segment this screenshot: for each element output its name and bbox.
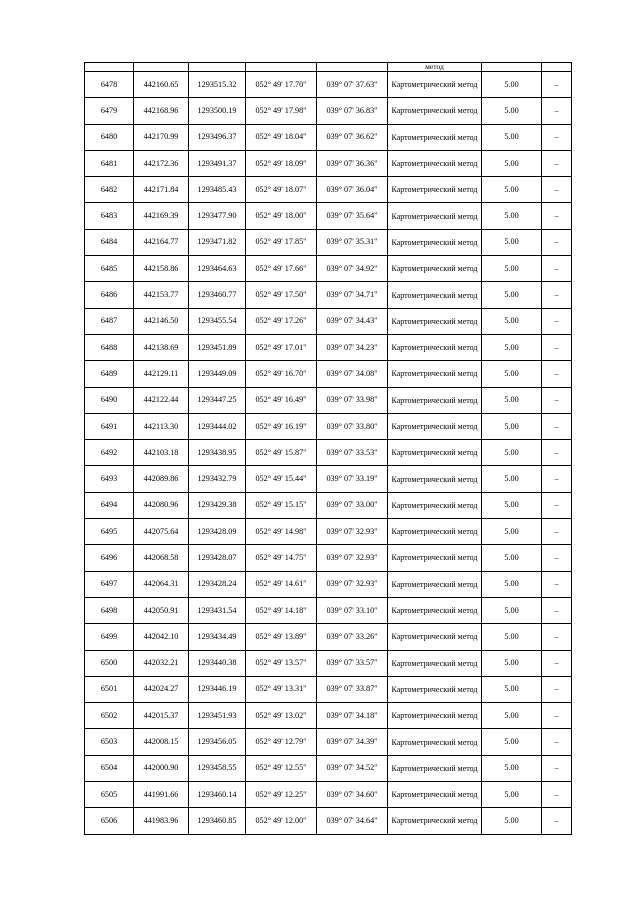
table-row (85, 597, 572, 623)
latitude-cell: 052° 49' 15.15" (246, 492, 317, 518)
y-coordinate-cell: 1293471.82 (189, 229, 246, 255)
table-row (85, 519, 572, 545)
table-row (85, 124, 572, 150)
table-row (85, 755, 572, 781)
table-row (85, 545, 572, 571)
x-coordinate-cell: 441991.66 (134, 782, 189, 808)
table-row (85, 650, 572, 676)
x-coordinate-cell: 442008.15 (134, 729, 189, 755)
note-cell: – (542, 782, 572, 808)
longitude-cell: 039° 07' 32.93" (317, 571, 388, 597)
y-coordinate-cell: 1293515.32 (189, 72, 246, 98)
note-cell: – (542, 703, 572, 729)
latitude-cell: 052° 49' 13.02" (246, 703, 317, 729)
latitude-cell: 052° 49' 16.70" (246, 361, 317, 387)
x-coordinate-cell: 442171.84 (134, 177, 189, 203)
latitude-cell: 052° 49' 17.01" (246, 334, 317, 360)
table-row (85, 72, 572, 98)
latitude-cell: 052° 49' 12.25" (246, 782, 317, 808)
longitude-cell: 039° 07' 34.08" (317, 361, 388, 387)
y-coordinate-cell: 1293496.37 (189, 124, 246, 150)
point-number-cell: 6503 (85, 729, 134, 755)
x-coordinate-cell: 442153.77 (134, 282, 189, 308)
latitude-cell: 052° 49' 17.98" (246, 98, 317, 124)
point-number-cell: 6501 (85, 676, 134, 702)
point-number-cell: 6499 (85, 624, 134, 650)
x-coordinate-cell: 442170.99 (134, 124, 189, 150)
note-cell: – (542, 308, 572, 334)
x-coordinate-cell: 442050.91 (134, 597, 189, 623)
longitude-cell: 039° 07' 35.31" (317, 229, 388, 255)
accuracy-cell: 5.00 (482, 72, 542, 98)
accuracy-cell: 5.00 (482, 282, 542, 308)
table-row (85, 361, 572, 387)
method-cell: Картометрический метод (388, 755, 482, 781)
point-number-cell: 6485 (85, 256, 134, 282)
longitude-cell: 039° 07' 33.53" (317, 440, 388, 466)
y-coordinate-cell: 1293451.93 (189, 703, 246, 729)
method-cell: Картометрический метод (388, 571, 482, 597)
x-coordinate-cell: 442015.37 (134, 703, 189, 729)
method-cell: Картометрический метод (388, 334, 482, 360)
note-cell: – (542, 282, 572, 308)
point-number-cell: 6495 (85, 519, 134, 545)
table-row (85, 624, 572, 650)
coordinates-table (84, 62, 572, 835)
method-cell: Картометрический метод (388, 256, 482, 282)
latitude-cell: 052° 49' 12.00" (246, 808, 317, 834)
y-coordinate-cell: 1293458.55 (189, 755, 246, 781)
table-row (85, 676, 572, 702)
method-cell: Картометрический метод (388, 624, 482, 650)
x-coordinate-cell: 442168.96 (134, 98, 189, 124)
longitude-cell: 039° 07' 34.64" (317, 808, 388, 834)
method-cell: Картометрический метод (388, 597, 482, 623)
table-row (85, 703, 572, 729)
method-cell: Картометрический метод (388, 519, 482, 545)
point-number-cell: 6491 (85, 413, 134, 439)
note-cell: – (542, 492, 572, 518)
latitude-cell: 052° 49' 17.66" (246, 256, 317, 282)
cell-empty (246, 63, 317, 72)
x-coordinate-cell: 442075.64 (134, 519, 189, 545)
cell-empty (482, 63, 542, 72)
latitude-cell: 052° 49' 17.50" (246, 282, 317, 308)
x-coordinate-cell: 442032.21 (134, 650, 189, 676)
x-coordinate-cell: 442158.86 (134, 256, 189, 282)
point-number-cell: 6480 (85, 124, 134, 150)
point-number-cell: 6481 (85, 150, 134, 176)
y-coordinate-cell: 1293451.89 (189, 334, 246, 360)
point-number-cell: 6505 (85, 782, 134, 808)
point-number-cell: 6483 (85, 203, 134, 229)
latitude-cell: 052° 49' 18.04" (246, 124, 317, 150)
accuracy-cell: 5.00 (482, 492, 542, 518)
x-coordinate-cell: 442172.36 (134, 150, 189, 176)
note-cell: – (542, 124, 572, 150)
note-cell: – (542, 466, 572, 492)
y-coordinate-cell: 1293464.63 (189, 256, 246, 282)
longitude-cell: 039° 07' 36.83" (317, 98, 388, 124)
x-coordinate-cell: 442089.86 (134, 466, 189, 492)
latitude-cell: 052° 49' 13.57" (246, 650, 317, 676)
method-cell: Картометрический метод (388, 703, 482, 729)
method-cell: Картометрический метод (388, 413, 482, 439)
table-row (85, 782, 572, 808)
latitude-cell: 052° 49' 14.98" (246, 519, 317, 545)
y-coordinate-cell: 1293428.09 (189, 519, 246, 545)
method-cell: Картометрический метод (388, 229, 482, 255)
table-row (85, 492, 572, 518)
note-cell: – (542, 203, 572, 229)
note-cell: – (542, 440, 572, 466)
accuracy-cell: 5.00 (482, 229, 542, 255)
longitude-cell: 039° 07' 32.93" (317, 545, 388, 571)
method-cell: Картометрический метод (388, 466, 482, 492)
accuracy-cell: 5.00 (482, 729, 542, 755)
point-number-cell: 6490 (85, 387, 134, 413)
continuation-row (85, 63, 572, 72)
cell-empty (317, 63, 388, 72)
accuracy-cell: 5.00 (482, 150, 542, 176)
point-number-cell: 6482 (85, 177, 134, 203)
note-cell: – (542, 387, 572, 413)
note-cell: – (542, 676, 572, 702)
x-coordinate-cell: 442080.96 (134, 492, 189, 518)
method-cell: Картометрический метод (388, 440, 482, 466)
longitude-cell: 039° 07' 33.87" (317, 676, 388, 702)
point-number-cell: 6486 (85, 282, 134, 308)
latitude-cell: 052° 49' 16.49" (246, 387, 317, 413)
y-coordinate-cell: 1293455.54 (189, 308, 246, 334)
note-cell: – (542, 755, 572, 781)
longitude-cell: 039° 07' 33.80" (317, 413, 388, 439)
accuracy-cell: 5.00 (482, 98, 542, 124)
table-row (85, 440, 572, 466)
longitude-cell: 039° 07' 34.52" (317, 755, 388, 781)
method-cell: Картометрический метод (388, 150, 482, 176)
table-row (85, 466, 572, 492)
point-number-cell: 6504 (85, 755, 134, 781)
note-cell: – (542, 229, 572, 255)
y-coordinate-cell: 1293428.07 (189, 545, 246, 571)
table-row (85, 308, 572, 334)
longitude-cell: 039° 07' 36.62" (317, 124, 388, 150)
latitude-cell: 052° 49' 17.70" (246, 72, 317, 98)
point-number-cell: 6487 (85, 308, 134, 334)
latitude-cell: 052° 49' 17.26" (246, 308, 317, 334)
longitude-cell: 039° 07' 34.71" (317, 282, 388, 308)
table-row (85, 729, 572, 755)
latitude-cell: 052° 49' 15.87" (246, 440, 317, 466)
note-cell: – (542, 72, 572, 98)
method-cell: Картометрический метод (388, 729, 482, 755)
table-row (85, 334, 572, 360)
y-coordinate-cell: 1293432.79 (189, 466, 246, 492)
table-row (85, 413, 572, 439)
longitude-cell: 039° 07' 33.98" (317, 387, 388, 413)
note-cell: – (542, 334, 572, 360)
method-cell: Картометрический метод (388, 492, 482, 518)
note-cell: – (542, 519, 572, 545)
y-coordinate-cell: 1293485.43 (189, 177, 246, 203)
point-number-cell: 6502 (85, 703, 134, 729)
note-cell: – (542, 545, 572, 571)
accuracy-cell: 5.00 (482, 782, 542, 808)
method-cell: Картометрический метод (388, 676, 482, 702)
x-coordinate-cell: 442122.44 (134, 387, 189, 413)
point-number-cell: 6484 (85, 229, 134, 255)
method-cell: Картометрический метод (388, 72, 482, 98)
note-cell: – (542, 808, 572, 834)
longitude-cell: 039° 07' 34.43" (317, 308, 388, 334)
longitude-cell: 039° 07' 34.18" (317, 703, 388, 729)
point-number-cell: 6494 (85, 492, 134, 518)
longitude-cell: 039° 07' 33.57" (317, 650, 388, 676)
x-coordinate-cell: 441983.96 (134, 808, 189, 834)
cell-empty (134, 63, 189, 72)
note-cell: – (542, 150, 572, 176)
table-row (85, 177, 572, 203)
x-coordinate-cell: 442160.65 (134, 72, 189, 98)
point-number-cell: 6493 (85, 466, 134, 492)
accuracy-cell: 5.00 (482, 124, 542, 150)
y-coordinate-cell: 1293500.19 (189, 98, 246, 124)
latitude-cell: 052° 49' 12.79" (246, 729, 317, 755)
longitude-cell: 039° 07' 36.36" (317, 150, 388, 176)
x-coordinate-cell: 442164.77 (134, 229, 189, 255)
point-number-cell: 6497 (85, 571, 134, 597)
method-cell: Картометрический метод (388, 782, 482, 808)
coordinates-table-container (84, 62, 571, 835)
y-coordinate-cell: 1293428.24 (189, 571, 246, 597)
y-coordinate-cell: 1293460.85 (189, 808, 246, 834)
accuracy-cell: 5.00 (482, 808, 542, 834)
accuracy-cell: 5.00 (482, 256, 542, 282)
method-cell: Картометрический метод (388, 282, 482, 308)
accuracy-cell: 5.00 (482, 361, 542, 387)
x-coordinate-cell: 442138.69 (134, 334, 189, 360)
latitude-cell: 052° 49' 13.31" (246, 676, 317, 702)
y-coordinate-cell: 1293447.25 (189, 387, 246, 413)
latitude-cell: 052° 49' 14.61" (246, 571, 317, 597)
x-coordinate-cell: 442064.31 (134, 571, 189, 597)
table-body (85, 63, 572, 835)
method-cell: Картометрический метод (388, 308, 482, 334)
point-number-cell: 6489 (85, 361, 134, 387)
y-coordinate-cell: 1293446.19 (189, 676, 246, 702)
y-coordinate-cell: 1293460.77 (189, 282, 246, 308)
latitude-cell: 052° 49' 14.75" (246, 545, 317, 571)
note-cell: – (542, 98, 572, 124)
longitude-cell: 039° 07' 33.00" (317, 492, 388, 518)
latitude-cell: 052° 49' 12.55" (246, 755, 317, 781)
point-number-cell: 6498 (85, 597, 134, 623)
accuracy-cell: 5.00 (482, 177, 542, 203)
accuracy-cell: 5.00 (482, 519, 542, 545)
note-cell: – (542, 624, 572, 650)
point-number-cell: 6479 (85, 98, 134, 124)
note-cell: – (542, 413, 572, 439)
table-row (85, 808, 572, 834)
accuracy-cell: 5.00 (482, 308, 542, 334)
longitude-cell: 039° 07' 34.23" (317, 334, 388, 360)
note-cell: – (542, 256, 572, 282)
method-cell: Картометрический метод (388, 124, 482, 150)
method-cell: Картометрический метод (388, 387, 482, 413)
accuracy-cell: 5.00 (482, 387, 542, 413)
table-row (85, 387, 572, 413)
x-coordinate-cell: 442113.30 (134, 413, 189, 439)
point-number-cell: 6506 (85, 808, 134, 834)
cell-method-continuation: метод (388, 63, 482, 72)
y-coordinate-cell: 1293429.38 (189, 492, 246, 518)
y-coordinate-cell: 1293434.49 (189, 624, 246, 650)
y-coordinate-cell: 1293449.09 (189, 361, 246, 387)
latitude-cell: 052° 49' 16.19" (246, 413, 317, 439)
longitude-cell: 039° 07' 34.39" (317, 729, 388, 755)
method-cell: Картометрический метод (388, 98, 482, 124)
point-number-cell: 6492 (85, 440, 134, 466)
y-coordinate-cell: 1293456.05 (189, 729, 246, 755)
accuracy-cell: 5.00 (482, 466, 542, 492)
x-coordinate-cell: 442042.10 (134, 624, 189, 650)
cell-empty (85, 63, 134, 72)
longitude-cell: 039° 07' 33.10" (317, 597, 388, 623)
y-coordinate-cell: 1293444.02 (189, 413, 246, 439)
x-coordinate-cell: 442000.90 (134, 755, 189, 781)
method-cell: Картометрический метод (388, 361, 482, 387)
longitude-cell: 039° 07' 32.93" (317, 519, 388, 545)
x-coordinate-cell: 442129.11 (134, 361, 189, 387)
latitude-cell: 052° 49' 18.00" (246, 203, 317, 229)
accuracy-cell: 5.00 (482, 334, 542, 360)
accuracy-cell: 5.00 (482, 650, 542, 676)
accuracy-cell: 5.00 (482, 440, 542, 466)
accuracy-cell: 5.00 (482, 676, 542, 702)
accuracy-cell: 5.00 (482, 413, 542, 439)
note-cell: – (542, 597, 572, 623)
table-row (85, 571, 572, 597)
note-cell: – (542, 650, 572, 676)
method-cell: Картометрический метод (388, 177, 482, 203)
accuracy-cell: 5.00 (482, 624, 542, 650)
y-coordinate-cell: 1293460.14 (189, 782, 246, 808)
latitude-cell: 052° 49' 17.85" (246, 229, 317, 255)
y-coordinate-cell: 1293431.54 (189, 597, 246, 623)
method-cell: Картометрический метод (388, 545, 482, 571)
x-coordinate-cell: 442024.27 (134, 676, 189, 702)
cell-empty (189, 63, 246, 72)
y-coordinate-cell: 1293477.90 (189, 203, 246, 229)
longitude-cell: 039° 07' 33.26" (317, 624, 388, 650)
accuracy-cell: 5.00 (482, 203, 542, 229)
accuracy-cell: 5.00 (482, 597, 542, 623)
y-coordinate-cell: 1293438.95 (189, 440, 246, 466)
table-row (85, 98, 572, 124)
table-row (85, 229, 572, 255)
table-row (85, 256, 572, 282)
x-coordinate-cell: 442146.50 (134, 308, 189, 334)
x-coordinate-cell: 442068.58 (134, 545, 189, 571)
table-row (85, 203, 572, 229)
accuracy-cell: 5.00 (482, 755, 542, 781)
latitude-cell: 052° 49' 18.09" (246, 150, 317, 176)
y-coordinate-cell: 1293491.37 (189, 150, 246, 176)
point-number-cell: 6488 (85, 334, 134, 360)
point-number-cell: 6478 (85, 72, 134, 98)
note-cell: – (542, 361, 572, 387)
accuracy-cell: 5.00 (482, 703, 542, 729)
cell-empty (542, 63, 572, 72)
longitude-cell: 039° 07' 36.04" (317, 177, 388, 203)
note-cell: – (542, 571, 572, 597)
latitude-cell: 052° 49' 13.89" (246, 624, 317, 650)
latitude-cell: 052° 49' 15.44" (246, 466, 317, 492)
note-cell: – (542, 729, 572, 755)
accuracy-cell: 5.00 (482, 545, 542, 571)
method-cell: Картометрический метод (388, 203, 482, 229)
longitude-cell: 039° 07' 34.92" (317, 256, 388, 282)
latitude-cell: 052° 49' 14.18" (246, 597, 317, 623)
accuracy-cell: 5.00 (482, 571, 542, 597)
method-cell: Картометрический метод (388, 808, 482, 834)
note-cell: – (542, 177, 572, 203)
latitude-cell: 052° 49' 18.07" (246, 177, 317, 203)
point-number-cell: 6500 (85, 650, 134, 676)
longitude-cell: 039° 07' 33.19" (317, 466, 388, 492)
table-row (85, 282, 572, 308)
method-cell: Картометрический метод (388, 650, 482, 676)
x-coordinate-cell: 442169.39 (134, 203, 189, 229)
longitude-cell: 039° 07' 34.60" (317, 782, 388, 808)
y-coordinate-cell: 1293440.38 (189, 650, 246, 676)
x-coordinate-cell: 442103.18 (134, 440, 189, 466)
table-row (85, 150, 572, 176)
longitude-cell: 039° 07' 37.63" (317, 72, 388, 98)
longitude-cell: 039° 07' 35.64" (317, 203, 388, 229)
point-number-cell: 6496 (85, 545, 134, 571)
